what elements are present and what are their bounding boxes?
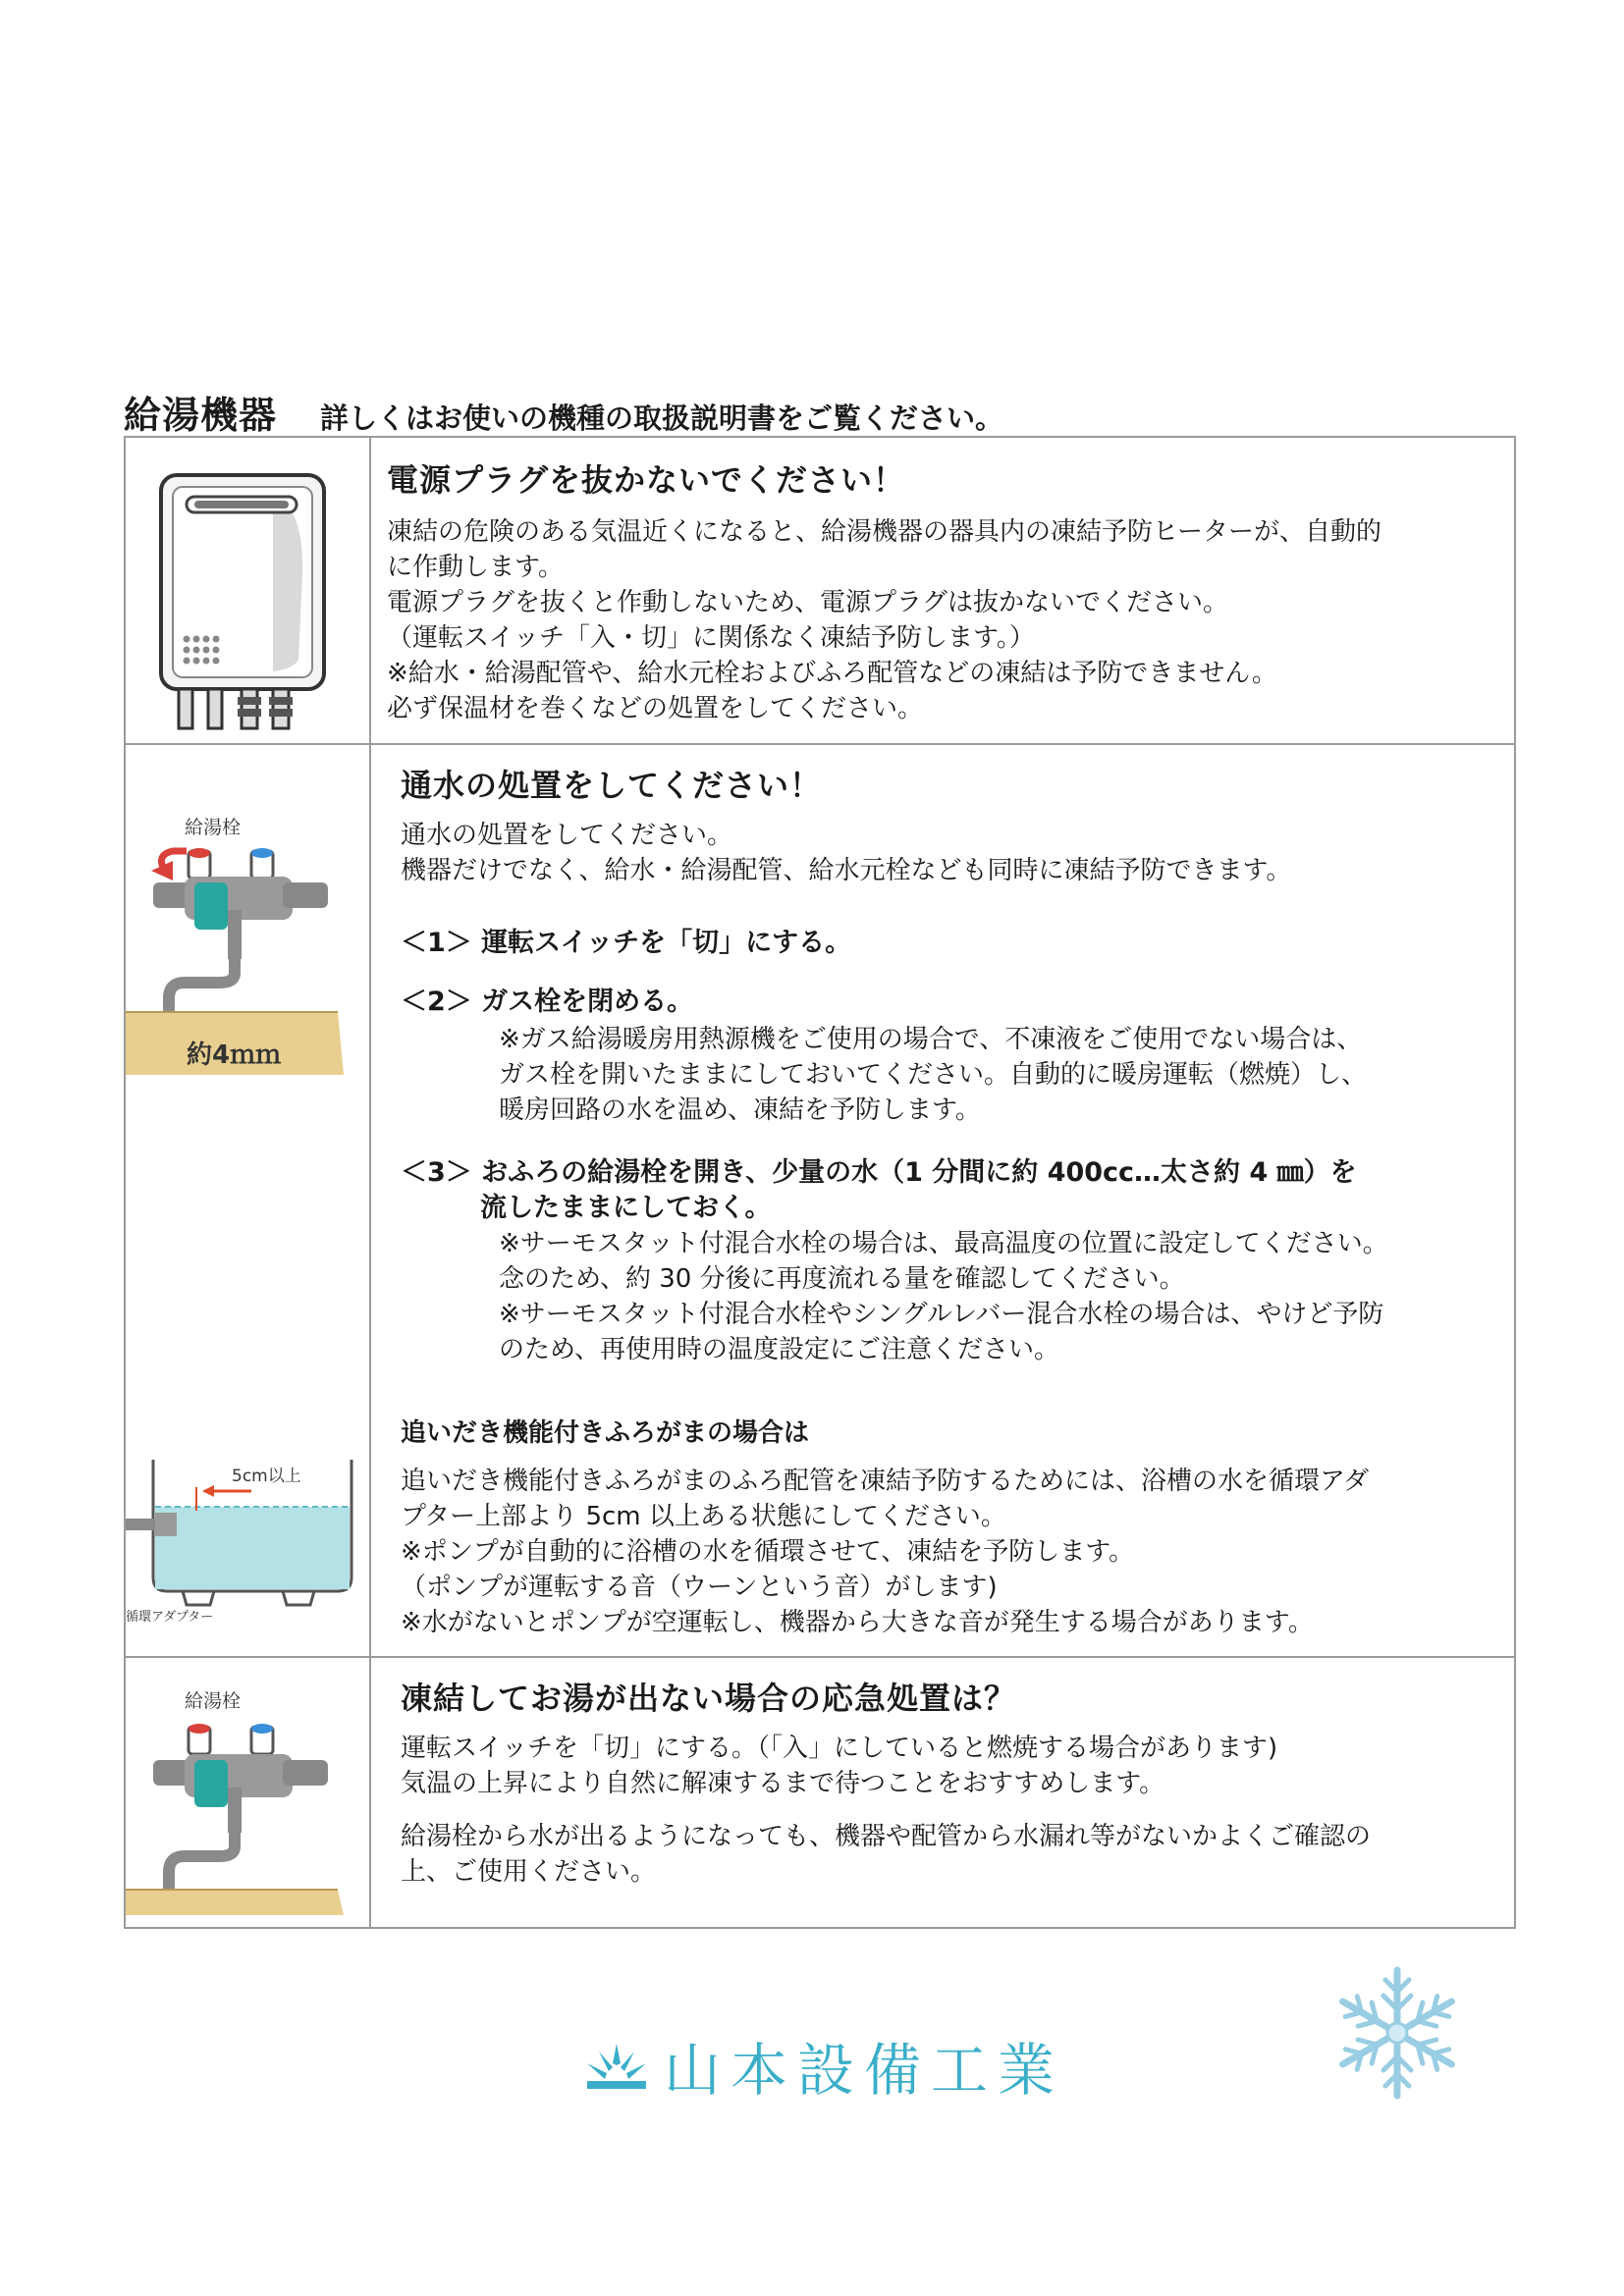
power-plug-title: 電源プラグを抜かないでください！ — [387, 461, 906, 499]
section-heading — [124, 385, 1003, 436]
water-flow-intro: 通水の処置をしてください。 機器だけでなく、給水・給湯配管、給水元栓なども同時に凍結予防できます。 — [401, 821, 1292, 885]
instruction-table — [124, 436, 1516, 1929]
bath-section-body: 追いだき機能付きふろがまのふろ配管を凍結予防するためには、浴槽の水を循環アダ プター上部より 5cm 以上ある状態にしてください。 ※ポンプが自動的に浴槽の水を循環させて、凍結を予防します。 （ポンプが運転する音（ウーンという音）がします) ※水がないとポンプが空運転し、機器から大きな音が発生する場合があります。 — [401, 1467, 1370, 1637]
power-plug-body: 凍結の危険のある気温近くになると、給湯機器の器具内の凍結予防ヒーターが、自動的 に作動します。 電源プラグを抜くと作動しないため、電源プラグは抜かないでください。 （運転スイッチ「入・切」に関係なく凍結予防します。） ※給水・給湯配管や、給水元栓およびふろ配管などの凍結は予防できません。 必ず保温材を巻くなどの処置をしてください。 — [387, 517, 1381, 723]
bath-adapter-illustration — [126, 1452, 369, 1648]
step-1-title: ＜1＞ 運転スイッチを「切」にする。 — [401, 928, 852, 958]
frozen-emergency-body-2: 給湯栓から水が出るようになっても、機器や配管から水漏れ等がないかよくご確認の 上、ご使用ください。 — [401, 1822, 1372, 1887]
frozen-faucet-illustration-cell — [126, 1658, 371, 1927]
heading-subtitle: 詳しくはお使いの機種の取扱説明書をご覧ください。 — [320, 401, 1004, 435]
faucet-measure-label: 約4ｍｍ — [187, 1041, 282, 1070]
row-power-plug — [126, 438, 1514, 745]
frozen-emergency-title: 凍結してお湯が出ない場合の応急処置は？ — [401, 1680, 1017, 1717]
company-logo-mark-icon — [585, 2040, 648, 2091]
snowflake-icon — [1324, 1959, 1471, 2107]
row-water-flow — [126, 745, 1514, 1658]
faucet-label-2: 給湯栓 — [185, 1690, 242, 1712]
power-plug-text-cell — [371, 438, 1514, 743]
row-frozen-emergency — [126, 1658, 1514, 1927]
water-flow-text-cell — [371, 745, 1514, 1656]
step-2-note: ※ガス給湯暖房用熱源機をご使用の場合で、不凍液をご使用でない場合は、 ガス栓を開いたままにしておいてください。自動的に暖房運転（燃焼）し、 暖房回路の水を温め、凍結を予防します。 — [499, 1025, 1368, 1125]
company-name: 山本設備工業 — [664, 2037, 1065, 2104]
bath-section-title: 追いだき機能付きふろがまの場合は — [401, 1418, 810, 1448]
frozen-faucet-illustration — [126, 1680, 369, 1915]
company-logo — [585, 2024, 1064, 2107]
water-flow-title: 通水の処置をしてください！ — [401, 767, 823, 804]
water-heater-illustration — [126, 438, 369, 745]
water-heater-illustration-cell — [126, 438, 371, 743]
bath-level-label: 5cm以上 — [232, 1467, 301, 1486]
faucet-label: 給湯栓 — [185, 817, 242, 838]
water-flow-illustration-cell — [126, 745, 371, 1656]
heading-title: 給湯機器 — [124, 394, 278, 437]
bath-adapter-label: 循環アダプター — [126, 1610, 214, 1625]
step-2-title: ＜2＞ ガス栓を閉める。 — [401, 987, 694, 1017]
step-3-title: ＜3＞ おふろの給湯栓を開き、少量の水（1 分間に約 400cc…太さ約 4 ㎜）を 流したままにしておく。 — [401, 1157, 1357, 1223]
step-3-note: ※サーモスタット付混合水栓の場合は、最高温度の位置に設定してください。 念のため、約 30 分後に再度流れる量を確認してください。 ※サーモスタット付混合水栓やシングルレバー混合水栓の場合は、やけど予防 のため、再使用時の温度設定にご注意ください。 — [499, 1229, 1388, 1364]
faucet-drip-illustration — [126, 780, 369, 1075]
frozen-emergency-text-cell — [371, 1658, 1514, 1927]
frozen-emergency-body-1: 運転スイッチを「切」にする。（「入」にしていると燃焼する場合があります) 気温の上昇により自然に解凍するまで待つことをおすすめします。 — [401, 1734, 1278, 1798]
